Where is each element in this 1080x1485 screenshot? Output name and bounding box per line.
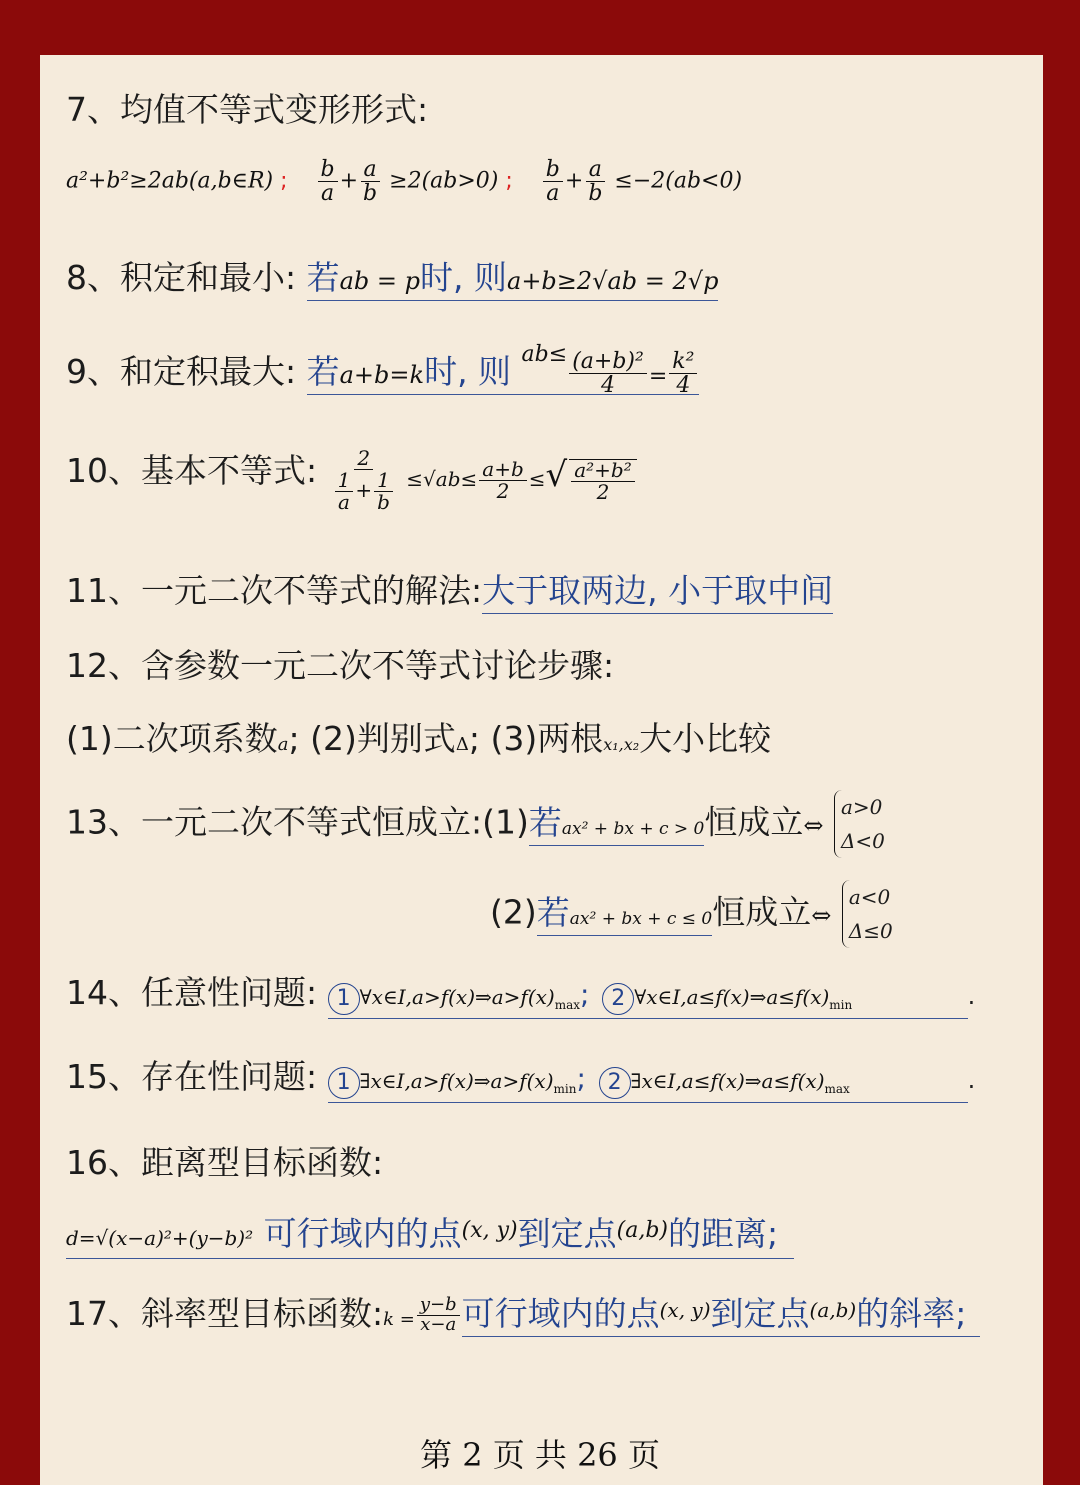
- item-9-title: 9、和定积最大:: [66, 352, 297, 391]
- t3: 的距离;: [668, 1214, 779, 1253]
- b1a: a>0: [840, 795, 883, 819]
- num2: k²: [669, 350, 697, 374]
- sub2: min: [829, 998, 853, 1012]
- arrow: ⇔: [811, 901, 832, 930]
- f2: ∃x∈I,a≤f(x)⇒a≤f(x): [630, 1069, 825, 1093]
- one: 1: [335, 470, 354, 492]
- sub1: max: [554, 998, 581, 1012]
- n1: 1: [328, 1067, 360, 1099]
- then: 时, 则: [420, 258, 508, 297]
- b2a: a<0: [848, 885, 891, 909]
- sep: ;: [580, 978, 590, 1011]
- b: b: [377, 490, 390, 514]
- page-footer: 第 2 页 共 26 页: [420, 1436, 660, 1474]
- end: .: [967, 1066, 976, 1094]
- t1: 可行域内的点: [461, 1294, 660, 1333]
- den: 4: [601, 373, 615, 398]
- if2: 若: [536, 892, 570, 932]
- item-13-brace-2: [842, 880, 893, 948]
- res1: ab≤: [521, 342, 568, 367]
- item-13-title: 13、一元二次不等式恒成立:: [66, 802, 483, 842]
- f1: ∀x∈I,a>f(x)⇒a>f(x): [359, 985, 555, 1009]
- item-11-answer: 大于取两边, 小于取中间: [482, 571, 833, 614]
- p1: (1): [482, 802, 529, 842]
- s3: ; (3)两根: [468, 719, 604, 758]
- sep: ;: [576, 1062, 586, 1095]
- item-17-title: 17、斜率型目标函数:: [66, 1294, 384, 1333]
- arrow: ⇔: [803, 811, 824, 840]
- end: .: [967, 982, 976, 1010]
- b2b: Δ≤0: [848, 919, 893, 943]
- item-15: [66, 1051, 975, 1103]
- then: 时, 则: [424, 352, 512, 391]
- item-10-title: 10、基本不等式:: [66, 451, 318, 490]
- p2: (2): [490, 892, 537, 932]
- if1: 若: [528, 802, 562, 842]
- p2: (a,b): [616, 1218, 668, 1243]
- leq: ≤: [528, 467, 546, 491]
- s4: 大小比较: [639, 719, 772, 758]
- p1: (x, y): [659, 1298, 711, 1322]
- f1: ∃x∈I,a>f(x)⇒a>f(x): [359, 1069, 554, 1093]
- item-7-title: 7、均值不等式变形形式:: [66, 90, 429, 129]
- f: d=√(x−a)²+(y−b)²: [66, 1226, 254, 1250]
- item-10: 10、基本不等式: 2 $\frac{1}{a}$ + $\frac{1}{b}$ ≤√ab≤ $\frac{a+b}{2}$ ≤√ $\frac{\text{a²+b²}}{2}$: [66, 445, 639, 513]
- res: a+b≥2√ab = 2√p: [507, 267, 719, 295]
- item-13-cond-2: [537, 893, 713, 936]
- item-8: [66, 252, 718, 299]
- item-7-formula-1: a²+b²≥2ab(a,b∈R): [66, 168, 274, 194]
- item-14-title: 14、任意性问题:: [66, 973, 318, 1012]
- item-11-title: 11、一元二次不等式的解法:: [66, 571, 483, 610]
- item-9: [66, 330, 699, 397]
- item-11: [66, 565, 833, 612]
- p1: (x, y): [461, 1218, 518, 1243]
- item-9-statement: 若a+b=k时, 则 $^{ab\le}$ $\frac{\text{(a+b)²}}{4}$ = $\frac{\text{k²}}{4}$: [307, 352, 700, 395]
- if: 若: [306, 352, 340, 391]
- item-7-formula-3: ≤−2(ab<0): [614, 168, 743, 194]
- b1b: Δ<0: [840, 829, 885, 853]
- den: 2: [596, 479, 610, 504]
- n2: 2: [602, 983, 634, 1015]
- den: 2: [496, 479, 510, 503]
- sep: ;: [505, 168, 513, 194]
- v3: x₁,x₂: [603, 735, 640, 754]
- item-8-title: 8、积定和最小:: [66, 258, 297, 297]
- den: x−a: [420, 1314, 457, 1335]
- item-14: [66, 967, 975, 1019]
- s2: ; (2)判别式: [288, 719, 456, 758]
- mid: ≤√ab≤: [406, 467, 478, 491]
- sub2: max: [824, 1082, 850, 1096]
- num1: (a+b)²: [569, 350, 647, 374]
- item-15-statements: [328, 1062, 968, 1103]
- v1: a: [277, 734, 289, 755]
- cond: ab = p: [339, 267, 421, 295]
- item-16-statement: [66, 1208, 794, 1259]
- s1: (1)二次项系数: [66, 719, 278, 758]
- den: 4: [676, 373, 691, 398]
- item-13-line-2: [490, 880, 893, 948]
- t1: 可行域内的点: [263, 1214, 462, 1253]
- item-17: [66, 1288, 980, 1335]
- num2: a+b: [479, 459, 526, 481]
- n1: 1: [328, 983, 360, 1015]
- item-15-title: 15、存在性问题:: [66, 1057, 318, 1096]
- if: 若: [306, 258, 340, 297]
- c1: ax² + bx + c > 0: [561, 818, 705, 839]
- v2: Δ: [455, 734, 469, 755]
- t3: 的斜率;: [856, 1294, 967, 1333]
- t2: 到定点: [710, 1294, 810, 1333]
- a: a: [338, 490, 350, 514]
- item-12-title: 12、含参数一元二次不等式讨论步骤:: [66, 646, 615, 685]
- f2: ∀x∈I,a≤f(x)⇒a≤f(x): [634, 985, 830, 1009]
- item-12-steps: [66, 713, 771, 760]
- item-16-title: 16、距离型目标函数:: [66, 1143, 384, 1182]
- item-7-formula-2: ≥2(ab>0): [389, 168, 499, 194]
- rad: a²+b²: [571, 460, 635, 482]
- item-17-statement: [462, 1294, 981, 1337]
- one: 1: [374, 470, 393, 492]
- num: y−b: [417, 1296, 460, 1316]
- hold2: 恒成立: [712, 892, 812, 932]
- hold1: 恒成立: [704, 802, 804, 842]
- item-13-brace-1: [834, 790, 885, 858]
- t2: 到定点: [517, 1214, 617, 1253]
- num: 2: [354, 448, 373, 470]
- n2: 2: [599, 1067, 631, 1099]
- c2: ax² + bx + c ≤ 0: [569, 908, 713, 929]
- item-13-cond-1: [529, 803, 705, 846]
- sep: ;: [280, 168, 288, 194]
- item-14-statements: [328, 978, 968, 1019]
- k: k =: [383, 1309, 415, 1330]
- item-13-line-1: [66, 790, 885, 858]
- cond: a+b=k: [339, 361, 425, 389]
- item-8-statement: [307, 258, 719, 301]
- sub1: min: [553, 1082, 577, 1096]
- p2: (a,b): [809, 1298, 857, 1322]
- item-7-formulas: a²+b²≥2ab(a,b∈R) ; $\frac{b}{a}$ + $\frac{a}{b}$ ≥2(ab>0) ; $\frac{b}{a}$ + $\frac{a}{b}$ ≤−2(ab<0): [66, 157, 743, 207]
